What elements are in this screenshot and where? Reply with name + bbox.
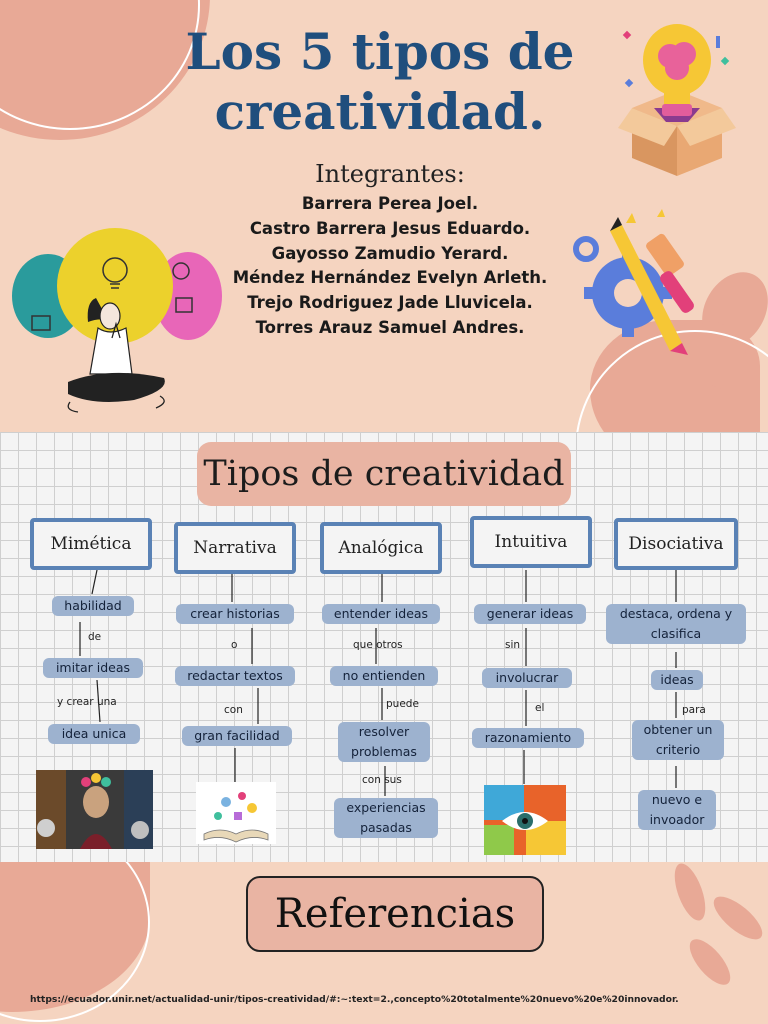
members-heading: Integrantes: xyxy=(315,160,465,188)
header-section xyxy=(0,0,768,432)
category-analogica: Analógica xyxy=(320,522,442,574)
concept-pill: crear historias xyxy=(176,604,294,624)
concept-pill: redactar textos xyxy=(175,666,295,686)
concept-pill: habilidad xyxy=(52,596,134,616)
meditating-woman-icon xyxy=(8,226,223,416)
page-title: Los 5 tipos de creatividad. xyxy=(185,22,575,141)
painted-eye-image xyxy=(484,785,566,855)
connector-word: o xyxy=(231,639,238,651)
category-disociativa: Disociativa xyxy=(614,518,738,570)
open-book-ideas-image xyxy=(196,782,276,844)
concept-pill: ideas xyxy=(651,670,703,690)
connector-word: de xyxy=(88,631,102,643)
decorative-shapes xyxy=(660,862,768,992)
member-name: Trejo Rodriguez Jade Lluvicela. xyxy=(247,293,533,313)
concept-pill: idea unica xyxy=(48,724,140,744)
references-section xyxy=(0,862,768,1024)
member-name: Torres Arauz Samuel Andres. xyxy=(255,317,525,337)
connector-word: para xyxy=(682,704,706,716)
member-name: Méndez Hernández Evelyn Arleth. xyxy=(232,268,548,288)
connector-word: con xyxy=(224,704,243,716)
concept-pill: razonamiento xyxy=(472,728,584,748)
connector-word: sin xyxy=(505,639,521,651)
connector-word: puede xyxy=(386,698,419,710)
category-mimetica: Mimética xyxy=(30,518,152,570)
connector-word: con sus xyxy=(362,774,402,786)
concept-pill: nuevo e invoador xyxy=(638,790,716,830)
concept-pill: experiencias pasadas xyxy=(334,798,438,838)
gear-pencil-icon xyxy=(570,205,710,360)
lightbulb-box-icon xyxy=(612,18,742,178)
member-name: Barrera Perea Joel. xyxy=(301,194,479,213)
concept-pill: imitar ideas xyxy=(43,658,143,678)
references-title: Referencias xyxy=(246,876,544,952)
concept-pill: involucrar xyxy=(482,668,572,688)
diagram-title: Tipos de creatividad xyxy=(197,442,571,506)
member-name: Gayosso Zamudio Yerard. xyxy=(271,243,509,263)
concept-pill: obtener un criterio xyxy=(632,720,724,760)
concept-pill: entender ideas xyxy=(322,604,440,624)
creativity-diagram xyxy=(0,432,768,862)
reference-link[interactable]: https://ecuador.unir.net/actualidad-unir/tipos-creatividad/#:~:text=2.,concepto%20totalmente%20nuevo%20e%20innovador. xyxy=(30,994,679,1005)
connector-word: y crear una xyxy=(57,696,117,708)
category-intuitiva: Intuitiva xyxy=(470,516,592,568)
frida-portrait-image xyxy=(36,770,153,849)
concept-pill: gran facilidad xyxy=(182,726,292,746)
members-list xyxy=(200,192,580,341)
concept-pill: no entienden xyxy=(330,666,438,686)
connector-word: el xyxy=(535,702,545,714)
concept-pill: generar ideas xyxy=(474,604,586,624)
member-name: Castro Barrera Jesus Eduardo. xyxy=(249,218,531,238)
concept-pill: resolver problemas xyxy=(338,722,430,762)
category-narrativa: Narrativa xyxy=(174,522,296,574)
concept-pill: destaca, ordena y clasifica xyxy=(606,604,746,644)
connector-word: que otros xyxy=(353,639,403,651)
